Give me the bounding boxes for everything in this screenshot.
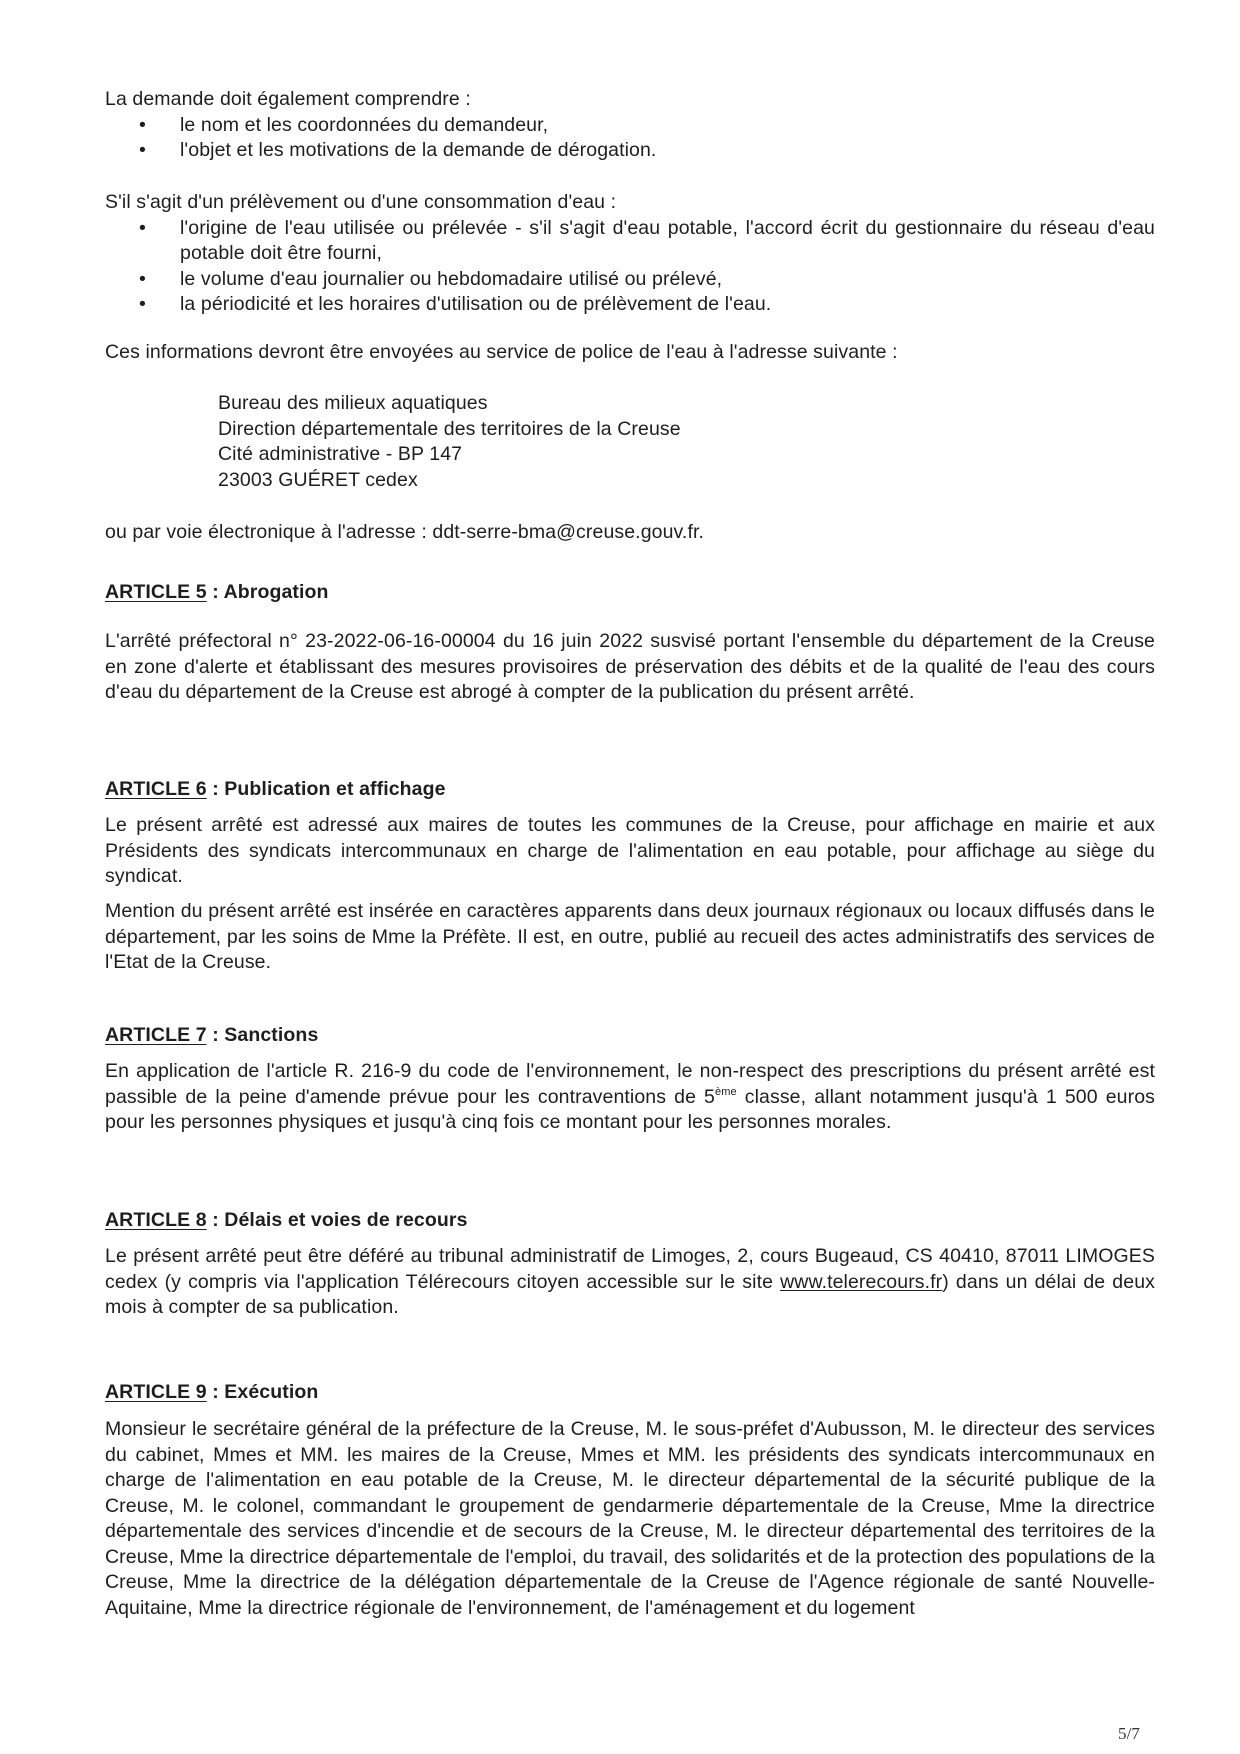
list-item: • la périodicité et les horaires d'utilisation ou de prélèvement de l'eau. bbox=[105, 292, 1155, 318]
list-item: • l'origine de l'eau utilisée ou prélevée - s'il s'agit d'eau potable, l'accord écrit du gestionnaire du réseau d'eau potable doit être fourni, bbox=[139, 216, 1155, 264]
article-6-paragraph-1: Le présent arrêté est adressé aux maires de toutes les communes de la Creuse, pour affichage en mairie et aux Présidents des syndicats intercommunaux en charge de l'alimentation en eau potable, pour affichage au siège du syndicat. bbox=[105, 814, 1155, 887]
article-8-heading bbox=[105, 1208, 1155, 1234]
article-number: ARTICLE 5 bbox=[105, 581, 207, 603]
article-number: ARTICLE 6 bbox=[105, 778, 207, 800]
bullet-icon: • bbox=[139, 216, 146, 239]
demande-intro: La demande doit également comprendre : bbox=[105, 88, 471, 110]
article-title: : Sanctions bbox=[206, 1024, 319, 1046]
telerecours-link[interactable]: www.telerecours.fr bbox=[780, 1270, 943, 1293]
email-line: ou par voie électronique à l'adresse : ddt-serre-bma@creuse.gouv.fr. bbox=[105, 521, 705, 543]
address-line: Cité administrative - BP 147 bbox=[218, 443, 463, 465]
envoi-intro: Ces informations devront être envoyées au service de police de l'eau à l'adresse suivante : bbox=[105, 341, 898, 363]
article-6-paragraph-2: Mention du présent arrêté est insérée en caractères apparents dans deux journaux régionaux ou locaux diffusés dans le département, par les soins de Mme la Préfète. Il est, en outre, publié au recueil des actes administratifs des services de l'Etat de la Creuse. bbox=[105, 900, 1155, 973]
article-title: : Abrogation bbox=[206, 581, 329, 603]
list-item: • le volume d'eau journalier ou hebdomadaire utilisé ou prélevé, bbox=[105, 267, 1155, 293]
article-7-text: En application de l'article R. 216-9 du code de l'environnement, le non-respect des prescriptions du présent arrêté est passible de la peine d'amende prévue pour les contraventions de 5ème classe, allant notamment jusqu'à 1 500 euros pour les personnes physiques et jusqu'à cinq fois ce montant pour les personnes morales. bbox=[105, 1060, 1156, 1133]
article-number: ARTICLE 7 bbox=[105, 1024, 207, 1046]
address-line: Bureau des milieux aquatiques bbox=[218, 392, 488, 414]
address-line: 23003 GUÉRET cedex bbox=[218, 468, 418, 491]
postal-address bbox=[218, 391, 918, 493]
demande-list bbox=[105, 113, 1155, 164]
bullet-icon: • bbox=[139, 293, 146, 315]
bullet-icon: • bbox=[139, 267, 146, 290]
article-7-heading bbox=[105, 1023, 1155, 1049]
list-item: • l'objet et les motivations de la demande de dérogation. bbox=[105, 138, 1155, 164]
article-9-text: Monsieur le secrétaire général de la préfecture de la Creuse, M. le sous-préfet d'Aubusson, M. le directeur des services du cabinet, Mmes et MM. les maires de la Creuse, Mmes et MM. les présidents des syndicats intercommunaux en charge de l'alimentation en eau potable de la Creuse, M. le directeur départemental de la sécurité publique de la Creuse, M. le colonel, commandant le groupement de gendarmerie départementale de la Creuse, Mme la directrice départementale des services d'incendie et de secours de la Creuse, M. le directeur départemental des territoires de la Creuse, Mme la directrice départementale de l'emploi, du travail, des solidarités et de la protection des populations de la Creuse, Mme la directrice de la délégation départementale de la Creuse de l'Agence régionale de santé Nouvelle-Aquitaine, Mme la directrice régionale de l'environnement, de l'aménagement et du logement bbox=[105, 1418, 1155, 1619]
superscript: ème bbox=[715, 1085, 737, 1098]
article-title: : Exécution bbox=[206, 1381, 319, 1403]
list-item: • le nom et les coordonnées du demandeur, bbox=[105, 113, 1155, 139]
prelevement-section bbox=[105, 190, 1155, 318]
article-title: : Délais et voies de recours bbox=[206, 1209, 468, 1231]
article-title: : Publication et affichage bbox=[206, 778, 446, 800]
article-5-text: L'arrêté préfectoral n° 23-2022-06-16-00004 du 16 juin 2022 susvisé portant l'ensemble du département de la Creuse en zone d'alerte et établissant des mesures provisoires de préservation des débits et de la qualité de l'eau des cours d'eau du département de la Creuse est abrogé à compter de la publication du présent arrêté. bbox=[105, 630, 1155, 703]
article-number: ARTICLE 9 bbox=[105, 1381, 207, 1403]
page-number: 5/7 bbox=[1118, 1724, 1141, 1743]
bullet-icon: • bbox=[139, 113, 146, 136]
prelevement-intro: S'il s'agit d'un prélèvement ou d'une consommation d'eau : bbox=[105, 191, 617, 213]
address-line: Direction départementale des territoires de la Creuse bbox=[218, 417, 681, 440]
article-8-text: Le présent arrêté peut être déféré au tribunal administratif de Limoges, 2, cours Bugeaud, CS 40410, 87011 LIMOGES cedex (y compris via l'application Télérecours citoyen accessible sur le site www.telerecours.fr) dans un délai de deux mois à compter de sa publication. bbox=[105, 1245, 1155, 1318]
demande-section bbox=[105, 87, 1155, 164]
article-number: ARTICLE 8 bbox=[105, 1209, 207, 1231]
article-5-heading bbox=[105, 580, 1155, 606]
article-6-heading bbox=[105, 777, 1155, 803]
bullet-icon: • bbox=[139, 139, 146, 161]
article-9-heading bbox=[105, 1380, 1155, 1406]
prelevement-list bbox=[105, 216, 1155, 318]
